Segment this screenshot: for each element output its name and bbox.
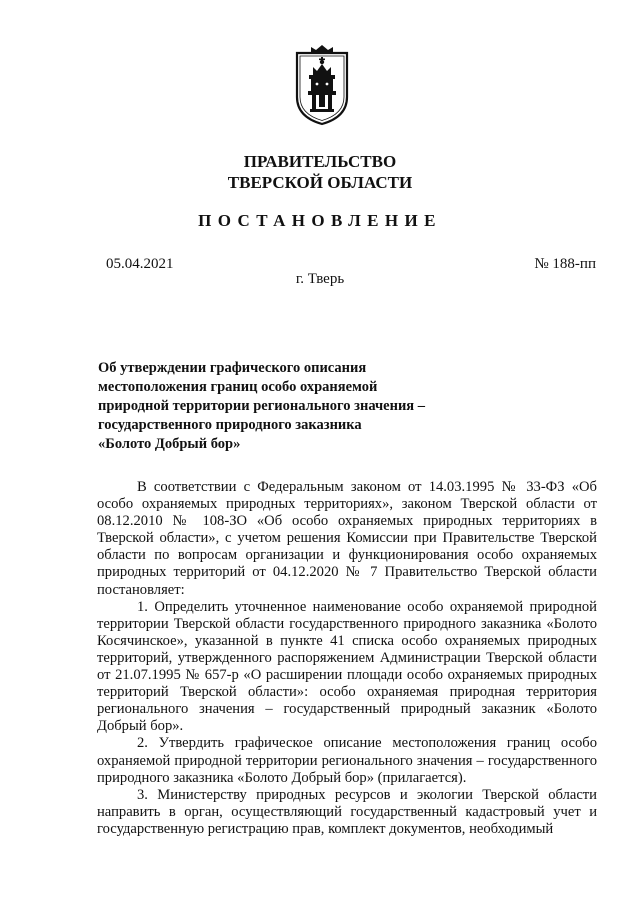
title-line: местоположения границ особо охраняемой xyxy=(98,379,378,395)
organization-name-line2: ТВЕРСКОЙ ОБЛАСТИ xyxy=(227,173,413,192)
clause-1-paragraph: 1. Определить уточненное наименование особо охраняемой природной территории Тверской области государственного природного заказника «Болото Косячинское», указанной в пункте 41 списка особо охраняемых природных территорий, утвержденного распоряжением Администрации Тверской области от 21.07.1995 № 657-р «О расширении площади особо охраняемых природных территорий Тверской области»: особо охраняемая природная территория регионального значения – государственный природный заказник «Болото Добрый бор». xyxy=(97,598,597,735)
document-number: № 188-пп xyxy=(534,256,596,272)
document-date: 05.04.2021 xyxy=(106,256,174,272)
organization-name-line1: ПРАВИТЕЛЬСТВО xyxy=(243,152,397,171)
tver-coat-of-arms-icon xyxy=(293,45,351,127)
document-city: г. Тверь xyxy=(295,271,345,287)
title-line: «Болото Добрый бор» xyxy=(98,436,241,452)
title-line: природной территории регионального значения – xyxy=(98,398,426,414)
clause-3-paragraph: 3. Министерству природных ресурсов и экологии Тверской области направить в орган, осуществляющий государственный кадастровый учет и государственную регистрацию прав, комплект документов, необходимый xyxy=(97,786,597,837)
document-body xyxy=(97,479,597,838)
preamble-paragraph: В соответствии с Федеральным законом от 14.03.1995 № 33-ФЗ «Об особо охраняемых природных территориях», законом Тверской области от 08.12.2010 № 108-ЗО «Об особо охраняемых природных территориях в Тверской области», с учетом решения Комиссии при Правительстве Тверской области по вопросам организации и функционирования особо охраняемых природных территорий от 04.12.2020 № 7 Правительство Тверской области постановляет: xyxy=(97,479,597,598)
title-line: Об утверждении графического описания xyxy=(98,360,367,376)
document-title xyxy=(98,359,428,454)
title-line: государственного природного заказника xyxy=(98,417,362,433)
clause-2-paragraph: 2. Утвердить графическое описание местоположения границ особо охраняемой природной территории регионального значения – государственного природного заказника «Болото Добрый бор» (прилагается). xyxy=(97,735,597,786)
document-type: ПОСТАНОВЛЕНИЕ xyxy=(198,211,442,230)
